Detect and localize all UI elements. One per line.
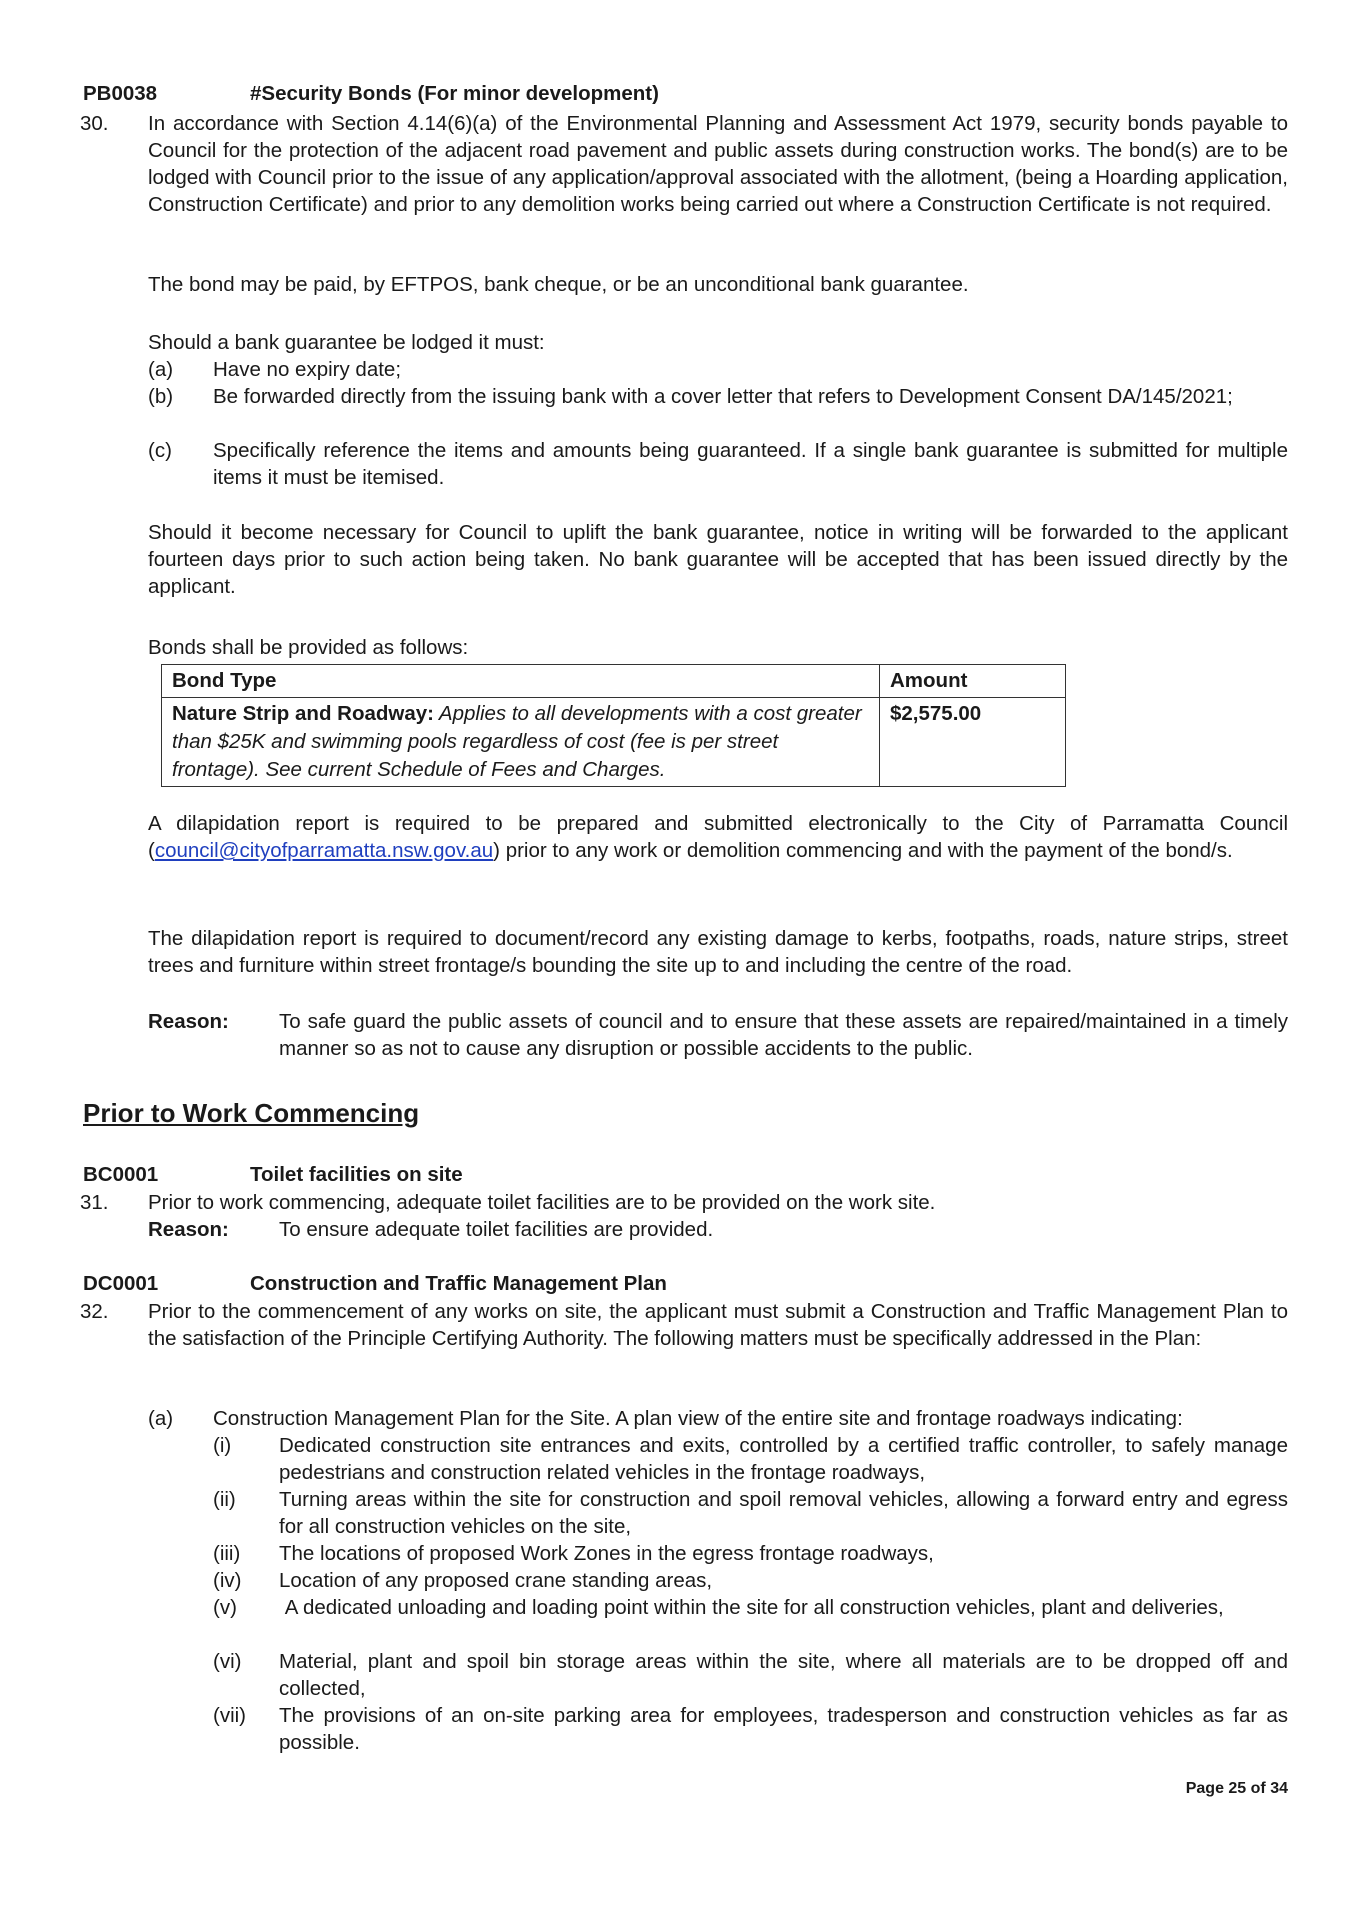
table-header-row xyxy=(162,665,1066,698)
payment-paragraph: The bond may be paid, by EFTPOS, bank cheque, or be an unconditional bank guarantee. xyxy=(148,273,969,296)
condition-number: 32. xyxy=(80,1300,109,1323)
dilapidation-text-end: ) prior to any work or demolition commencing and with the payment of the bond/s. xyxy=(493,839,1233,862)
bonds-intro: Bonds shall be provided as follows: xyxy=(148,636,469,659)
page-of: of xyxy=(1246,1780,1271,1797)
roman-label: (iii) xyxy=(213,1542,241,1565)
roman-item: The provisions of an on-site parking area for employees, tradesperson and construction vehicles as far as possible. xyxy=(279,1704,1288,1754)
page-number xyxy=(1186,1780,1288,1798)
condition-title: Toilet facilities on site xyxy=(250,1163,463,1186)
bond-amount-cell: $2,575.00 xyxy=(880,698,1066,787)
roman-label: (v) xyxy=(213,1596,237,1619)
page-total: 34 xyxy=(1270,1780,1288,1797)
roman-label: (ii) xyxy=(213,1488,236,1511)
condition-code: DC0001 xyxy=(83,1272,159,1295)
roman-item: Turning areas within the site for construction and spoil removal vehicles, allowing a forward entry and egress for all construction vehicles on the site, xyxy=(279,1488,1288,1538)
dilapidation-scope-paragraph: The dilapidation report is required to document/record any existing damage to kerbs, footpaths, roads, nature strips, street trees and furniture within street frontage/s bounding the site up to and including the centre of the road. xyxy=(148,927,1288,977)
roman-label: (vi) xyxy=(213,1650,242,1673)
condition-paragraph: Prior to the commencement of any works on site, the applicant must submit a Construction and Traffic Management Plan to the satisfaction of the Principle Certifying Authority. The following matters must be specifically addressed in the Plan: xyxy=(148,1300,1288,1350)
table-header-amount: Amount xyxy=(880,665,1066,698)
condition-code: PB0038 xyxy=(83,82,158,105)
bond-table xyxy=(161,664,1066,787)
section-heading: Prior to Work Commencing xyxy=(83,1098,420,1128)
table-row xyxy=(162,698,1066,787)
reason-text: To safe guard the public assets of council and to ensure that these assets are repaired/maintained in a timely manner so as not to cause any disruption or possible accidents to the public. xyxy=(279,1010,1288,1060)
list-label: (c) xyxy=(148,439,172,462)
dilapidation-text-start: A dilapidation report is required to be prepared and submitted electronically to the City of Parramatta Council ( xyxy=(148,812,1288,862)
table-header-bond-type: Bond Type xyxy=(162,665,880,698)
roman-label: (iv) xyxy=(213,1569,242,1592)
reason-text: To ensure adequate toilet facilities are provided. xyxy=(279,1218,714,1241)
roman-label: (i) xyxy=(213,1434,232,1457)
roman-item: Material, plant and spoil bin storage areas within the site, where all materials are to be dropped off and collected, xyxy=(279,1650,1288,1700)
roman-item: Location of any proposed crane standing areas, xyxy=(279,1569,713,1592)
list-item: Specifically reference the items and amounts being guaranteed. If a single bank guarantee is submitted for multiple items it must be itemised. xyxy=(213,439,1288,489)
condition-number: 31. xyxy=(80,1191,109,1214)
reason-label: Reason: xyxy=(148,1010,229,1033)
list-item: Be forwarded directly from the issuing bank with a cover letter that refers to Development Consent DA/145/2021; xyxy=(213,385,1233,408)
condition-paragraph: In accordance with Section 4.14(6)(a) of the Environmental Planning and Assessment Act 1979, security bonds payable to Council for the protection of the adjacent road pavement and public assets during construction works. The bond(s) are to be lodged with Council prior to the issue of any application/approval associated with the allotment, (being a Hoarding application, Construction Certificate) and prior to any demolition works being carried out where a Construction Certificate is not required. xyxy=(148,112,1288,216)
bond-type-description: Applies to all developments with a cost greater than $25K and swimming pools regardless of cost (fee is per street frontage). See current Schedule of Fees and Charges. xyxy=(172,702,862,781)
condition-title: Construction and Traffic Management Plan xyxy=(250,1272,667,1295)
uplift-paragraph: Should it become necessary for Council to uplift the bank guarantee, notice in writing will be forwarded to the applicant fourteen days prior to such action being taken. No bank guarantee will be accepted that has been issued directly by the applicant. xyxy=(148,521,1288,598)
roman-item: A dedicated unloading and loading point within the site for all construction vehicles, plant and deliveries, xyxy=(279,1596,1224,1619)
condition-paragraph: Prior to work commencing, adequate toilet facilities are to be provided on the work site. xyxy=(148,1191,936,1214)
reason-label: Reason: xyxy=(148,1218,229,1241)
council-email-link[interactable]: council@cityofparramatta.nsw.gov.au xyxy=(154,839,494,862)
list-label: (a) xyxy=(148,358,174,381)
list-item: Have no expiry date; xyxy=(213,358,402,381)
condition-number: 30. xyxy=(80,112,109,135)
list-item: Construction Management Plan for the Site. A plan view of the entire site and frontage roadways indicating: xyxy=(213,1407,1183,1430)
page-current: 25 xyxy=(1228,1780,1247,1797)
condition-title: #Security Bonds (For minor development) xyxy=(250,82,659,105)
roman-label: (vii) xyxy=(213,1704,247,1727)
condition-code: BC0001 xyxy=(83,1163,159,1186)
page-prefix: Page xyxy=(1185,1780,1229,1797)
list-label: (a) xyxy=(148,1407,174,1430)
bond-type-name: Nature Strip and Roadway: xyxy=(172,702,434,725)
guarantee-intro: Should a bank guarantee be lodged it must: xyxy=(148,331,545,354)
list-label: (b) xyxy=(148,385,174,408)
roman-item: The locations of proposed Work Zones in the egress frontage roadways, xyxy=(279,1542,934,1565)
dilapidation-paragraph xyxy=(148,810,1288,864)
bond-type-cell xyxy=(162,698,880,787)
roman-item: Dedicated construction site entrances and exits, controlled by a certified traffic controller, to safely manage pedestrians and construction related vehicles in the frontage roadways, xyxy=(279,1434,1288,1484)
